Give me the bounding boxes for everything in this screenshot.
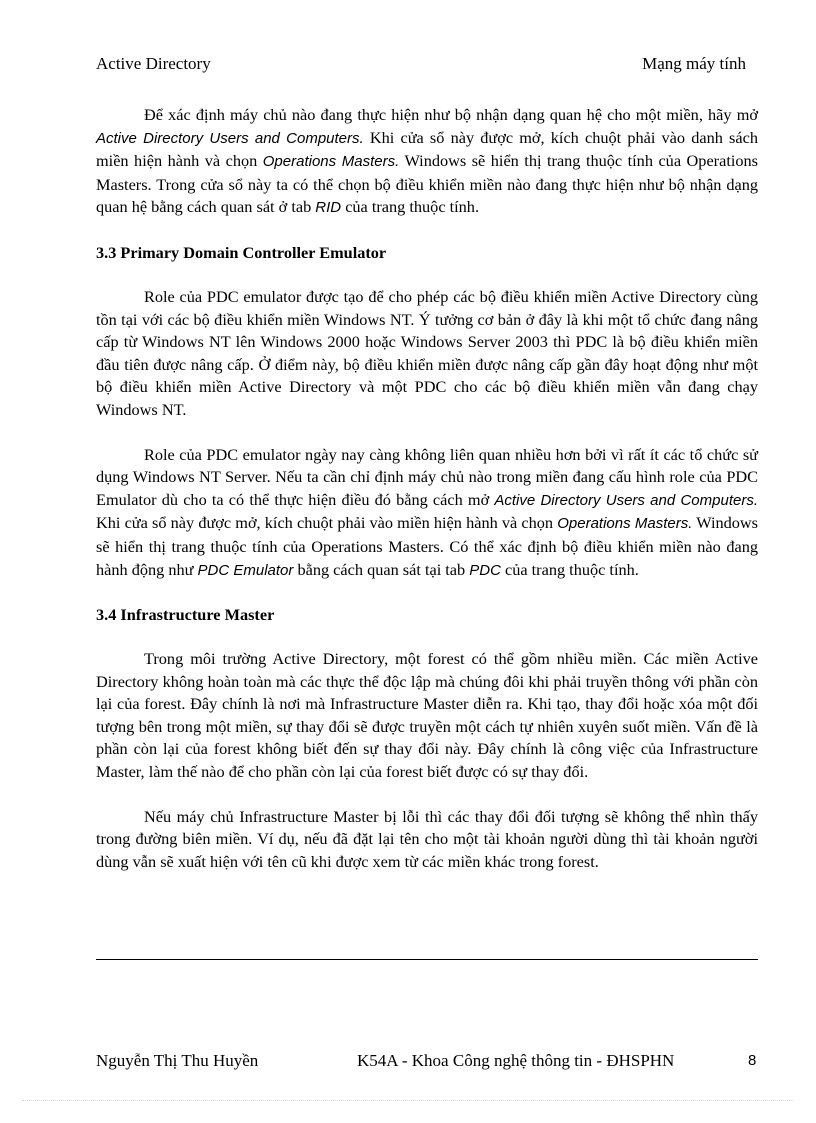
header-title: Active Directory <box>96 54 211 73</box>
footer-author: Nguyễn Thị Thu Huyền <box>96 1051 259 1070</box>
text-run: của trang thuộc tính. <box>500 559 639 579</box>
text-run: Role của PDC emulator ngày nay càng không liên quan nhiều hơn bởi vì rất ít các tổ chức sử dụng Windows NT Server. Nếu ta cần chỉ định máy chủ nào trong miền đang cấu hình role của PDC Emulator dù cho ta có thể thực hiện điều đó bằng cách mở <box>96 444 758 509</box>
page-edge-divider <box>22 1100 794 1101</box>
text-run: Khi cửa sổ này được mở, kích chuột phải vào danh sách miền hiện hành và chọn <box>96 127 758 171</box>
footer-divider <box>96 959 758 960</box>
text-run: Để xác định máy chủ nào đang thực hiện như bộ nhận dạng quan hệ cho một miền, hãy mở <box>144 105 758 124</box>
header-subject: Mạng máy tính <box>642 54 746 73</box>
page-body <box>96 104 758 873</box>
paragraph-infrastructure-master: Trong môi trường Active Directory, một forest có thể gồm nhiều miền. Các miền Active Directory không hoàn toàn mà các thực thể độc lập mà chúng đôi khi phải truyền thông với phần còn lại của forest. Đây chính là nơi mà Infrastructure Master diễn ra. Khi tạo, thay đổi hoặc xóa một đối tượng bên trong một miền, sự thay đổi sẽ được truyền một cách tự nhiên xuyên suốt miền. Vấn đề là phần còn lại của forest không biết đến sự thay đổi này. Đây chính là công việc của Infrastructure Master, làm thế nào để cho phần còn lại của forest biết được có sự thay đổi. <box>96 649 758 782</box>
text-run: Windows sẽ hiển thị trang thuộc tính của Operations Masters. Trong cửa sổ này ta có thể chọn bộ điều khiển miền nào đang thực hiện như bộ nhận dạng quan hệ bằng cách quan sát ở tab <box>96 151 758 217</box>
italic-term: Operations Masters. <box>557 515 693 533</box>
paragraph-pdc-role: Role của PDC emulator được tạo để cho phép các bộ điều khiển miền Active Directory cùng tồn tại với các bộ điều khiển miền Windows NT. Ý tưởng cơ bản ở đây là khi một tổ chức đang nâng cấp từ Windows NT lên Windows 2000 hoặc Windows Server 2003 thì PDC là bộ điều khiển miền đầu tiên được nâng cấp. Ở điểm này, bộ điều khiển miền được nâng cấp gần đây hoạt động như một bộ điều khiển miền Active Directory và một PDC cho các bộ điều khiển miền vẫn đang chạy Windows NT. <box>96 286 758 419</box>
text-run: bằng cách quan sát tại tab <box>293 559 470 579</box>
italic-term: PDC Emulator <box>197 561 294 579</box>
italic-term: Active Directory Users and Computers. <box>494 491 758 509</box>
paragraph-infrastructure-failure: Nếu máy chủ Infrastructure Master bị lỗi thì các thay đổi đối tượng sẽ không thể nhìn thấy trong đường biên miền. Ví dụ, nếu đã đặt lại tên cho một tài khoản người dùng thì tài khoản người dùng vẫn sẽ xuất hiện với tên cũ khi được xem từ các miền khác trong forest. <box>96 806 758 871</box>
italic-term: RID <box>315 199 342 217</box>
text-run: của trang thuộc tính. <box>341 197 480 217</box>
italic-term: Operations Masters. <box>262 153 400 171</box>
italic-term: PDC <box>469 561 501 579</box>
paragraph-operations-masters <box>96 104 758 220</box>
text-run: Windows sẽ hiển thị trang thuộc tính của Operations Masters. Có thể xác định bộ điều khiển miền nào đang hành động như <box>96 513 759 579</box>
italic-term: Active Directory Users and Computers. <box>96 129 364 147</box>
text-run: Khi cửa sổ này được mở, kích chuột phải vào miền hiện hành và chọn <box>96 513 558 533</box>
section-heading-3-4: 3.4 Infrastructure Master <box>96 605 275 625</box>
section-heading-3-3: 3.3 Primary Domain Controller Emulator <box>96 242 387 262</box>
paragraph-pdc-relevance <box>96 444 758 583</box>
page-number: 8 <box>748 1052 757 1069</box>
footer-institution: K54A - Khoa Công nghệ thông tin - ĐHSPHN <box>357 1051 675 1070</box>
